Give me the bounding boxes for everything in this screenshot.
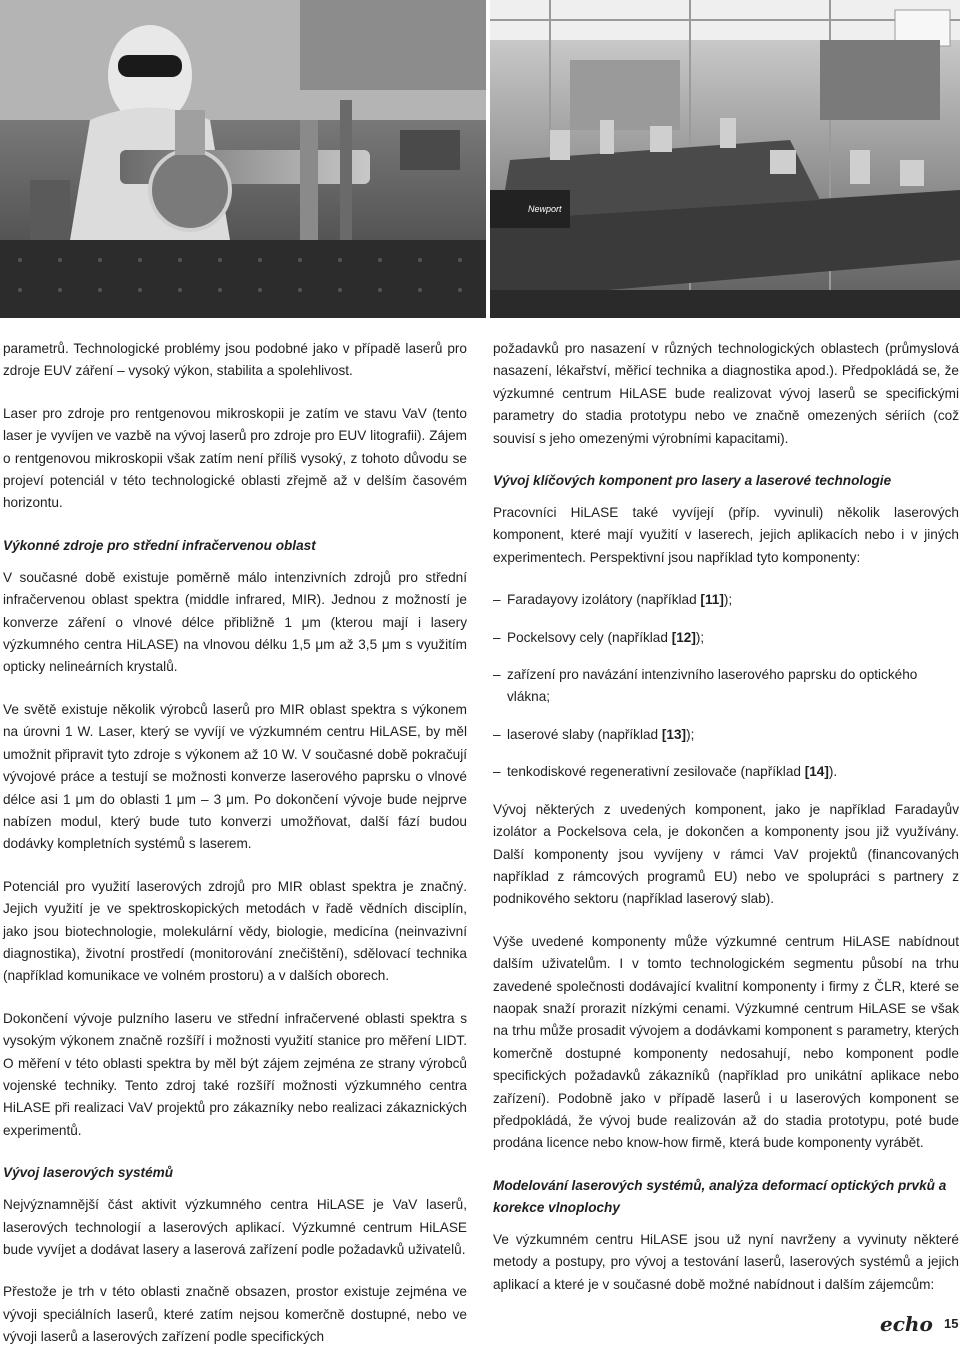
list-item-tail: ); <box>686 726 695 742</box>
left-text-column <box>3 338 467 1369</box>
list-item-tail: ); <box>695 629 705 645</box>
list-item <box>493 664 959 709</box>
right-text-column <box>493 338 959 1316</box>
dash-bullet: – <box>493 726 501 742</box>
paragraph: požadavků pro nasazení v různých technologických oblastech (průmyslová nasazení, lékařství, měřicí technika a diagnostika apod.). Předpokládá se, že výzkumné centrum HiLASE bude realizovat vývoj laserů se specifickými parametry do stadia prototypu nebo ve značně omezených sériích (což souvisí s jeho omezenými výrobními kapacitami). <box>493 341 959 446</box>
list-item <box>493 761 959 783</box>
paragraph: Potenciál pro využití laserových zdrojů pro MIR oblast spektra je značný. Jejich využití je ve spektroskopických metodách v řadě vědních disciplín, jako jsou biotechnologie, molekulární vědy, biologie, medicína (neinvazivní diagnostika), životní prostředí (monitorování znečištění), sdělovací technika (například komunikace ve volném prostoru) a v dalších oborech. <box>3 878 467 984</box>
section-heading: Vývoj laserových systémů <box>3 1165 174 1181</box>
reference-number: [12] <box>671 629 696 645</box>
dash-bullet: – <box>493 667 501 683</box>
list-item-tail: ); <box>723 592 733 608</box>
paragraph: Dokončení vývoje pulzního laseru ve střední infračervené oblasti spektra s vysokým výkonem značně rozšíří i možnosti využití stanice pro měření LIDT. O měření v této oblasti spektra by měl být zájem zejména ze strany výrobců vojenské techniky. Tento zdroj také rozšíří možnosti výzkumného centra HiLASE při realizaci VaV projektů pro zákazníky nebo realizaci zákaznických experimentů. <box>3 1010 467 1138</box>
list-item-text: zařízení pro navázání intenzivního laserového paprsku do optického vlákna; <box>507 667 918 705</box>
reference-number: [11] <box>700 592 724 608</box>
list-item <box>493 627 959 649</box>
dash-bullet: – <box>493 764 501 780</box>
table-brand-sign: Newport <box>528 204 562 214</box>
list-item <box>493 589 959 611</box>
reference-number: [13] <box>661 726 687 742</box>
lab-photo-cleanroom <box>0 0 486 318</box>
paragraph: Výše uvedené komponenty může výzkumné centrum HiLASE nabídnout dalším uživatelům. I v tomto technologickém segmentu působí na trhu zavedené společnosti dodávající kvalitní komponenty i firmy z ČLR, které se naopak snaží prorazit nízkými cenami. Výzkumné centrum HiLASE se však na trhu může prosadit vývojem a dodávkami komponent s parametry, kterých komerčně dostupné komponenty nedosahují, nebo komponent podle specifických požadavků zákazníků (například pro unikátní aplikace nebo zařízení). Podobně jako v případě laserů i u laserových komponent se předpokládá, že vývoj bude realizován až do stadia prototypu, poté bude prodána licence nebo know-how firmě, která bude komponenty vyrábět. <box>493 933 959 1151</box>
echo-logo: echo <box>880 1312 933 1336</box>
photo-strip <box>0 0 960 318</box>
page-number: 15 <box>944 1316 959 1331</box>
dash-bullet: – <box>493 592 501 608</box>
list-item-text: Faradayovy izolátory (například <box>507 592 701 608</box>
lab-photo-tables <box>490 0 960 318</box>
paragraph: Vývoj některých z uvedených komponent, jako je například Faradayův izolátor a Pockelsova cela, je dokončen a komponenty jsou již využívány. Další komponenty jsou vyvíjeny v rámci VaV projektů (financovaných například z rámcových programů EU) nebo ve spolupráci s partnery z podnikového sektoru (například laserový slab). <box>493 801 959 907</box>
paragraph: Nejvýznamnější část aktivit výzkumného centra HiLASE je VaV laserů, laserových technologií a laserových aplikací. Výzkumné centrum HiLASE bude vyvíjet a dodávat lasery a laserová zařízení podle požadavků uživatelů. <box>3 1197 467 1257</box>
paragraph: Ve světě existuje několik výrobců laserů pro MIR oblast spektra s výkonem na úrovni 1 W. Laser, který se vyvíjí ve výzkumném centru HiLASE, by měl umožnit připravit tyto zdroje s výkonem až 10 W. V současné době pokračují vývojové práce a testují se možnosti konverze laserového paprsku o vlnové délce asi 1 μm do oblasti 1 μm – 3 μm. Po dokončení vývoje bude nejprve nabízen modul, který bude tuto konverzi umožňovat, další fází budou dodávky kompletních systémů s laserem. <box>3 701 467 852</box>
section-heading: Výkonné zdroje pro střední infračervenou oblast <box>3 537 316 553</box>
component-list <box>493 589 959 783</box>
section-heading: Vývoj klíčových komponent pro lasery a laserové technologie <box>493 473 892 489</box>
paragraph: Laser pro zdroje pro rentgenovou mikroskopii je zatím ve stavu VaV (tento laser je vyvíjen ve vazbě na vývoj laserů pro zdroje pro EUV litografii). Zájem o rentgenovou mikroskopii však zatím není příliš vysoký, z tohoto důvodu se projeví potenciál v této technologické oblasti zřejmě až v delším časovém horizontu. <box>3 405 467 511</box>
section-heading: Modelování laserových systémů, analýza deformací optických prvků a korekce vlnoplochy <box>493 1177 947 1215</box>
list-item-text: tenkodiskové regenerativní zesilovače (například <box>507 764 805 780</box>
paragraph: Ve výzkumném centru HiLASE jsou už nyní navrženy a vyvinuty některé metody a postupy, pro vývoj a testování laserů, laserových systémů a jejich aplikací a které je v současné době možné nabídnout i dalším zájemcům: <box>493 1231 959 1292</box>
paragraph: V současné době existuje poměrně málo intenzivních zdrojů pro střední infračervenou oblast spektra (middle infrared, MIR). Jednou z možností je konverze záření o vlnové délce přibližně 1 μm (kterou mají i lasery výzkumného centra HiLASE) na vlnovou délku 1,5 μm až 3,5 μm s využitím opticky nelineárních krystalů. <box>3 569 467 675</box>
list-item-text: laserové slaby (například <box>507 726 662 742</box>
paragraph: parametrů. Technologické problémy jsou podobné jako v případě laserů pro zdroje EUV záření – vysoký výkon, stabilita a spolehlivost. <box>3 341 467 379</box>
list-item-tail: ). <box>828 764 838 780</box>
list-item <box>493 724 959 746</box>
paragraph: Pracovníci HiLASE také vyvíjejí (příp. vyvinuli) několik laserových komponent, které mají využití v laserech, jejich aplikacích nebo i v jiných experimentech. Perspektivní jsou například tyto komponenty: <box>493 505 959 565</box>
list-item-text: Pockelsovy cely (například <box>507 629 672 645</box>
dash-bullet: – <box>493 629 501 645</box>
reference-number: [14] <box>804 764 829 780</box>
paragraph: Přestože je trh v této oblasti značně obsazen, prostor existuje zejména ve vývoji speciálních laserů, které zatím nejsou komerčně dostupné, nebo ve vývoji laserů a laserových zařízení podle specifických <box>3 1284 467 1345</box>
